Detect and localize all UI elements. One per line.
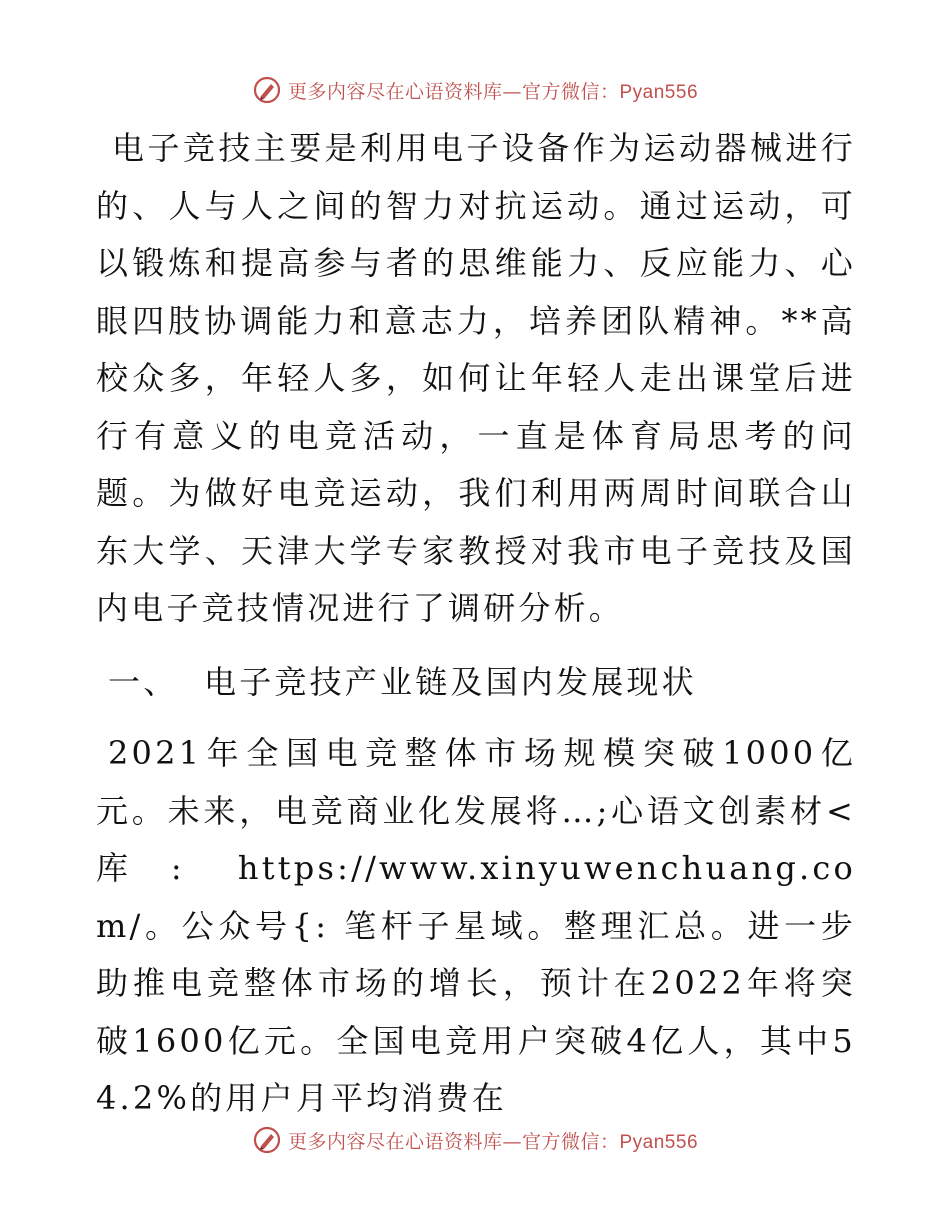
pen-logo-icon — [252, 1125, 282, 1155]
watermark-text: 更多内容尽在心语资料库—官方微信：Pyan556 — [287, 1130, 699, 1153]
section-title: 电子竞技产业链及国内发展现状 — [204, 662, 697, 701]
paragraph-intro: 电子竞技主要是利用电子设备作为运动器械进行的、人与人之间的智力对抗运动。通过运动，可以锻炼和提高参与者的思维能力、反应能力、心眼四肢协调能力和意志力，培养团队精神。**高校众多，年轻人多，如何让年轻人走出课堂后进行有意义的电竞活动，一直是体育局思考的问题。为做好电竞运动，我们利用两周时间联合山东大学、天津大学专家教授对我市电子竞技及国内电子竞技情况进行了调研分析。 — [96, 129, 856, 627]
paragraph-market: 2021年全国电竞整体市场规模突破1000亿元。未来，电竞商业化发展将…;心语文创素材<库: https://www.xinyuwenchuang.com/。公众号{: 笔杆子星域。整理汇总。进一步助推电竞整体市场的增长，预计在2022年将突破1600亿元。全国电竞用户突破4亿人，其中54.2%的用户月平均消费在 — [96, 734, 856, 1117]
section-heading — [96, 654, 856, 712]
section-number: 一、 — [108, 662, 179, 701]
document-body — [96, 120, 856, 1128]
footer-watermark — [0, 1120, 950, 1160]
header-watermark — [0, 70, 950, 110]
pen-logo-icon — [252, 75, 282, 105]
watermark-text: 更多内容尽在心语资料库—官方微信：Pyan556 — [287, 80, 699, 103]
